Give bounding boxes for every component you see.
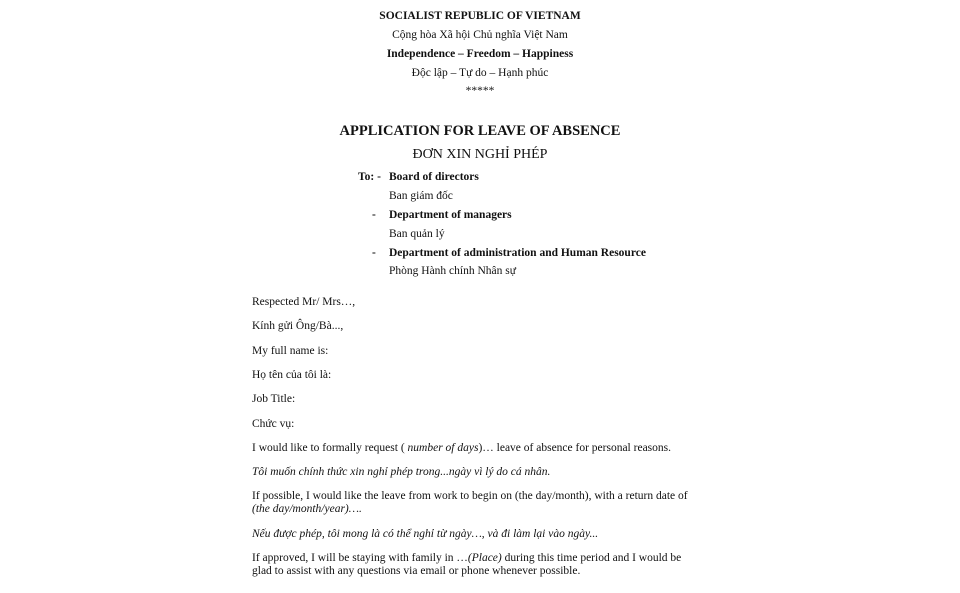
recipient-2-en: Department of managers — [389, 209, 512, 221]
request-sentence-vi: Tôi muốn chính thức xin nghỉ phép trong...ngày vì lý do cá nhân. — [252, 466, 551, 478]
job-title-label-en: Job Title: — [252, 393, 296, 405]
document-title-vi: ĐƠN XIN NGHỈ PHÉP — [412, 147, 548, 162]
motto-vi: Độc lập – Tự do – Hạnh phúc — [411, 67, 549, 79]
stay-sentence-en-line1 — [252, 551, 681, 565]
greeting-vi: Kính gửi Ông/Bà..., — [252, 320, 344, 332]
stay-sentence-en-line2: glad to assist with any questions via email or phone whenever possible. — [252, 565, 581, 577]
stay-text-part2: during this time period and I would be — [501, 552, 682, 564]
country-name-vi: Cộng hòa Xã hội Chủ nghĩa Việt Nam — [392, 29, 568, 41]
request-text-part2: )… leave of absence for personal reasons. — [478, 442, 671, 454]
motto-en: Independence – Freedom – Happiness — [386, 48, 574, 60]
stay-place-placeholder: (Place) — [467, 552, 502, 564]
request-number-of-days: number of days — [404, 442, 479, 454]
job-title-label-vi: Chức vụ: — [252, 418, 295, 430]
dates-sentence-vi: Nếu được phép, tôi mong là có thể nghỉ từ ngày…, và đi làm lại vào ngày... — [252, 528, 599, 540]
document-title-en: APPLICATION FOR LEAVE OF ABSENCE — [339, 123, 621, 139]
dates-sentence-en-line2: (the day/month/year)…. — [252, 503, 362, 515]
full-name-label-vi: Họ tên của tôi là: — [252, 369, 332, 381]
stars-divider: ***** — [465, 85, 495, 97]
request-text-part1: I would like to formally request ( — [252, 442, 405, 454]
full-name-label-en: My full name is: — [252, 345, 329, 357]
to-label: To: - — [358, 171, 381, 183]
recipient-3-vi: Phòng Hành chính Nhân sự — [389, 265, 516, 277]
recipient-3-en: Department of administration and Human Resource — [389, 247, 646, 259]
request-sentence-en — [252, 441, 671, 455]
greeting-en: Respected Mr/ Mrs…, — [252, 296, 356, 308]
recipient-1-vi: Ban giám đốc — [389, 190, 453, 202]
dates-sentence-en-line1: If possible, I would like the leave from work to begin on (the day/month), with a return date of — [252, 490, 688, 502]
country-name-en: SOCIALIST REPUBLIC OF VIETNAM — [379, 10, 581, 22]
recipient-3-dash: - — [372, 247, 376, 259]
recipient-2-vi: Ban quản lý — [389, 228, 445, 240]
recipient-2-dash: - — [372, 209, 376, 221]
stay-text-part1: If approved, I will be staying with family in … — [252, 552, 468, 564]
recipient-1-en: Board of directors — [389, 171, 479, 183]
